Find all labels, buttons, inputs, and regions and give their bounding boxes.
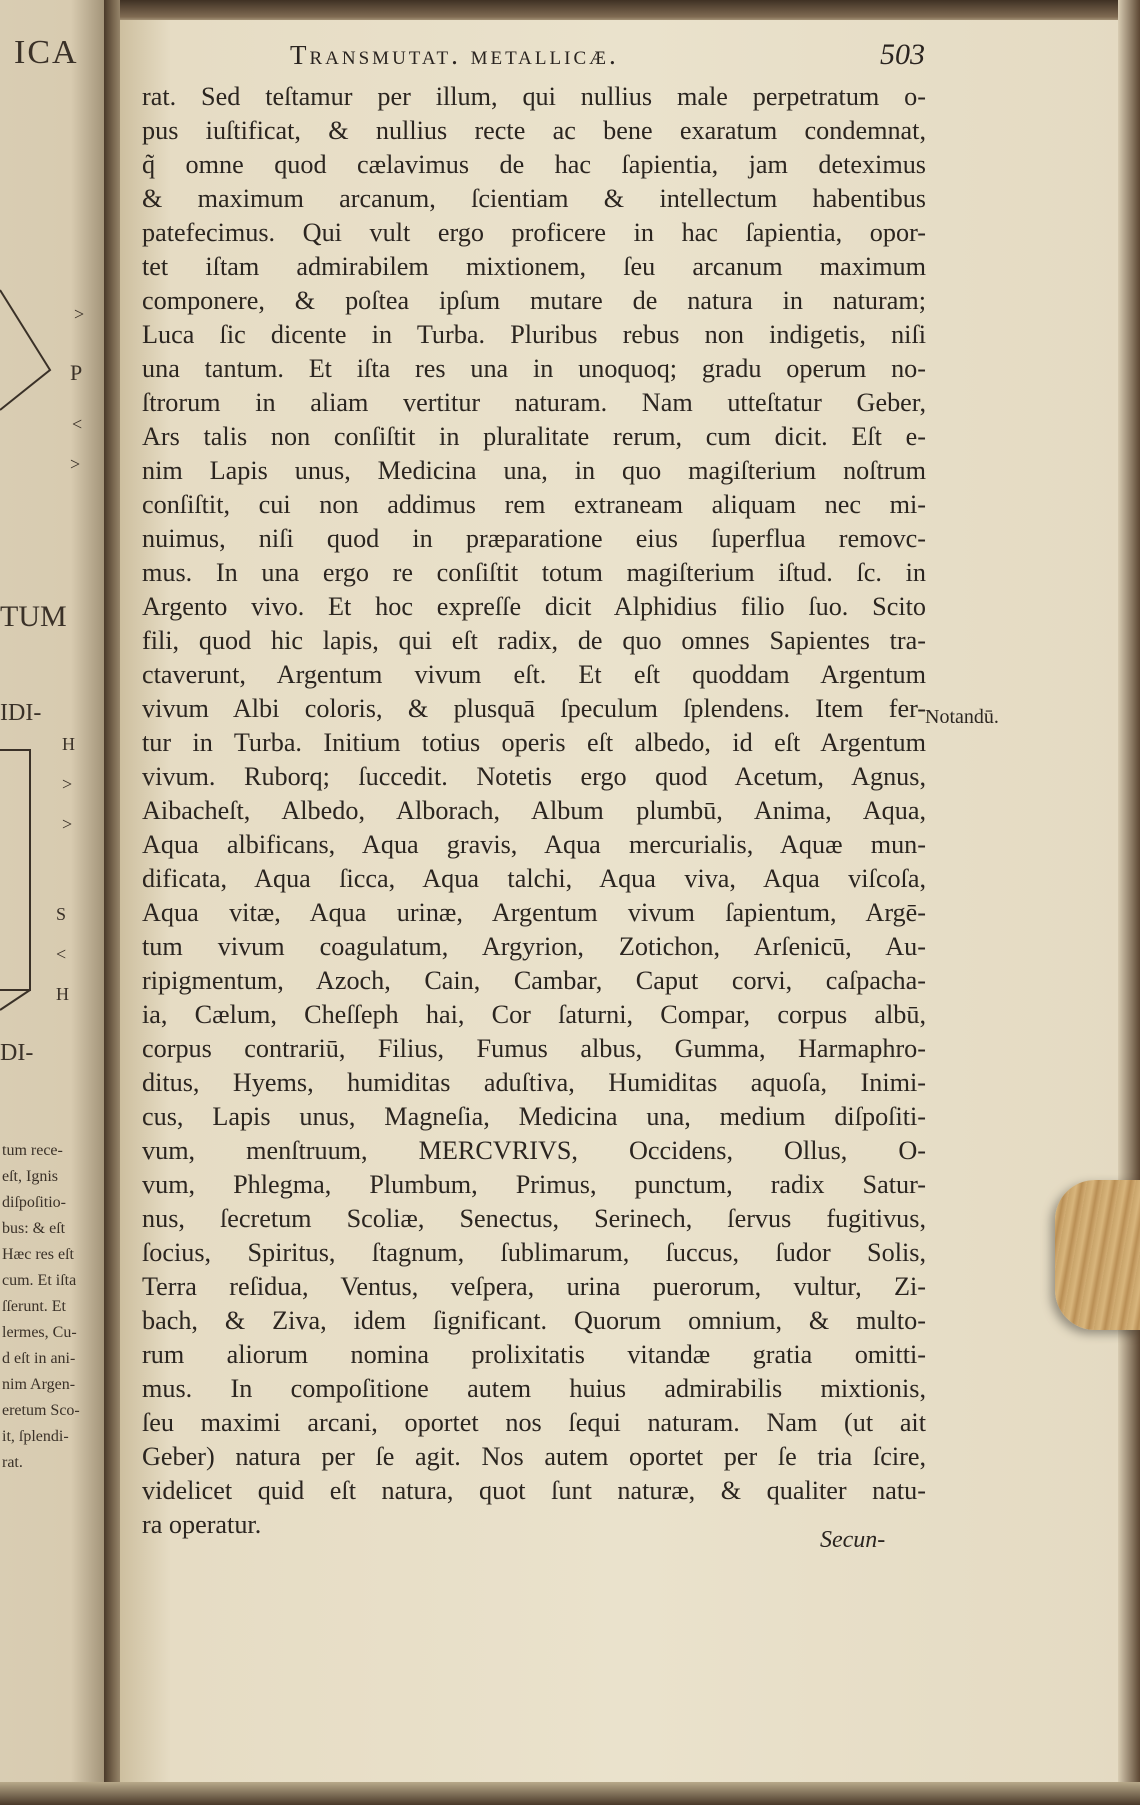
svg-text:<: < [72, 414, 83, 434]
text-line: nim Lapis unus, Medicina una, in quo magiſterium noſtrum [142, 456, 926, 485]
text-line: Aibacheſt, Albedo, Alborach, Album plumbū, Anima, Aqua, [142, 796, 926, 825]
left-margin-line: ſſerunt. Et [2, 1298, 66, 1315]
text-line: dificata, Aqua ſicca, Aqua talchi, Aqua viva, Aqua viſcoſa, [142, 864, 926, 893]
text-line: mus. In compoſitione autem huius admirabilis mixtionis, [142, 1374, 926, 1403]
svg-text:>: > [62, 774, 73, 794]
svg-text:>: > [62, 814, 73, 834]
text-line: Aqua vitæ, Aqua urinæ, Argentum vivum ſapientum, Argē- [142, 898, 926, 927]
text-line: Argento vivo. Et hoc expreſſe dicit Alphidius filio ſuo. Scito [142, 592, 926, 621]
page-number: 503 [880, 38, 925, 71]
text-line: ſocius, Spiritus, ſtagnum, ſublimarum, ſuccus, ſudor Solis, [142, 1238, 926, 1267]
text-line: cus, Lapis unus, Magneſia, Medicina una, medium diſpoſiti- [142, 1102, 926, 1131]
svg-text:>: > [74, 304, 85, 324]
text-line: ditus, Hyems, humiditas aduſtiva, Humiditas aquoſa, Inimi- [142, 1068, 926, 1097]
text-line: mus. In una ergo re conſiſtit totum magiſterium iſtud. ſc. in [142, 558, 926, 587]
text-line: vum, menſtruum, MERCVRIVS, Occidens, Ollus, O- [142, 1136, 926, 1165]
left-margin-line: tum rece- [2, 1142, 63, 1159]
svg-text:H: H [56, 984, 69, 1004]
page-right-edge [1118, 0, 1140, 1805]
text-line: nus, ſecretum Scoliæ, Senectus, Serinech, ſervus fugitivus, [142, 1204, 926, 1233]
text-line: ſtrorum in aliam vertitur naturam. Nam utteſtatur Geber, [142, 388, 926, 417]
svg-text:S: S [56, 904, 67, 924]
text-line: ra operatur. [142, 1510, 262, 1539]
left-margin-line: d eſt in ani- [2, 1350, 76, 1367]
text-line: rat. Sed teſtamur per illum, qui nullius male perpetratum o- [142, 82, 926, 111]
left-margin-line: cum. Et iſta [2, 1272, 77, 1289]
left-page-heading-fragment: ICA [14, 34, 79, 71]
text-line: ctaverunt, Argentum vivum eſt. Et eſt quoddam Argentum [142, 660, 926, 689]
left-margin-line: it, ſplendi- [2, 1428, 69, 1445]
text-line: vivum Albi coloris, & plusquā ſpeculum ſplendens. Item fer- [142, 694, 926, 723]
left-margin-line: lermes, Cu- [2, 1324, 77, 1341]
left-margin-line: diſpoſitio- [2, 1194, 66, 1211]
left-page-margin-column [2, 1138, 80, 1476]
left-page-diagram [0, 270, 110, 1030]
text-line: componere, & poſtea ipſum mutare de natura in naturam; [142, 286, 926, 315]
body-text [142, 80, 926, 1542]
catchword: Secun- [820, 1527, 886, 1553]
text-line: Terra reſidua, Ventus, veſpera, urina puerorum, vultur, Zi- [142, 1272, 926, 1301]
svg-text:H: H [62, 734, 75, 754]
text-line: Luca ſic dicente in Turba. Pluribus rebus non indigetis, niſi [142, 320, 926, 349]
left-margin-line: nim Argen- [2, 1376, 76, 1393]
left-page [0, 0, 118, 1805]
text-line: conſiſtit, cui non addimus rem extraneam aliquam nec mi- [142, 490, 926, 519]
text-line: q̃ omne quod cælavimus de hac ſapientia, jam deteximus [142, 150, 926, 179]
text-line: ſeu maximi arcani, oportet nos ſequi naturam. Nam (ut ait [142, 1408, 926, 1437]
text-line: Ars talis non conſiſtit in pluralitate rerum, cum dicit. Eſt e- [142, 422, 926, 451]
left-margin-line: Hæc res eſt [2, 1246, 74, 1263]
text-line: tet iſtam admirabilem mixtionem, ſeu arcanum maximum [142, 252, 926, 281]
left-page-word-fragment-di: DI- [0, 1040, 34, 1066]
svg-text:>: > [70, 454, 81, 474]
text-line: nuimus, niſi quod in præparatione eius ſuperflua removc- [142, 524, 926, 553]
svg-text:<: < [56, 944, 67, 964]
text-line: ripigmentum, Azoch, Cain, Cambar, Caput corvi, caſpacha- [142, 966, 926, 995]
text-line: tum vivum coagulatum, Argyrion, Zotichon, Arſenicū, Au- [142, 932, 926, 961]
text-line: videlicet quid eſt natura, quot ſunt naturæ, & qualiter natu- [142, 1476, 926, 1505]
svg-text:P: P [70, 360, 83, 385]
text-line: tur in Turba. Initium totius operis eſt albedo, id eſt Argentum [142, 728, 926, 757]
text-line: pus iuſtificat, & nullius recte ac bene exaratum condemnat, [142, 116, 926, 145]
margin-note: Notandū. [925, 706, 999, 728]
text-line: vum, Phlegma, Plumbum, Primus, punctum, radix Satur- [142, 1170, 926, 1199]
left-margin-line: rat. [2, 1454, 23, 1471]
text-line: una tantum. Et iſta res una in unoquoq; gradu operum no- [142, 354, 926, 383]
text-line: ia, Cælum, Cheſſeph hai, Cor ſaturni, Compar, corpus albū, [142, 1000, 926, 1029]
text-line: Aqua albificans, Aqua gravis, Aqua mercurialis, Aquæ mun- [142, 830, 926, 859]
text-line: Geber) natura per ſe agit. Nos autem oportet per ſe tria ſcire, [142, 1442, 926, 1471]
left-margin-line: eſt, Ignis [2, 1168, 58, 1185]
left-margin-line: bus: & eſt [2, 1220, 66, 1237]
wooden-page-holder [1055, 1180, 1140, 1330]
left-page-word-fragment: TUM [0, 600, 67, 633]
left-page-word-fragment-idi: IDI- [0, 700, 42, 726]
text-line: rum aliorum nomina prolixitatis vitandæ gratia omitti- [142, 1340, 926, 1369]
text-line: fili, quod hic lapis, qui eſt radix, de quo omnes Sapientes tra- [142, 626, 926, 655]
text-line: corpus contrariū, Filius, Fumus albus, Gumma, Harmaphro- [142, 1034, 926, 1063]
left-margin-line: eretum Sco- [2, 1402, 80, 1419]
text-line: patefecimus. Qui vult ergo proficere in hac ſapientia, opor- [142, 218, 926, 247]
running-title: Transmutat. metallicæ. [290, 40, 619, 70]
text-line: vivum. Ruborq; ſuccedit. Notetis ergo quod Acetum, Agnus, [142, 762, 926, 791]
text-line: bach, & Ziva, idem ſignificant. Quorum omnium, & multo- [142, 1306, 926, 1335]
text-line: & maximum arcanum, ſcientiam & intellectum habentibus [142, 184, 926, 213]
page-header [290, 38, 990, 78]
page-bottom-edge [0, 1782, 1140, 1805]
